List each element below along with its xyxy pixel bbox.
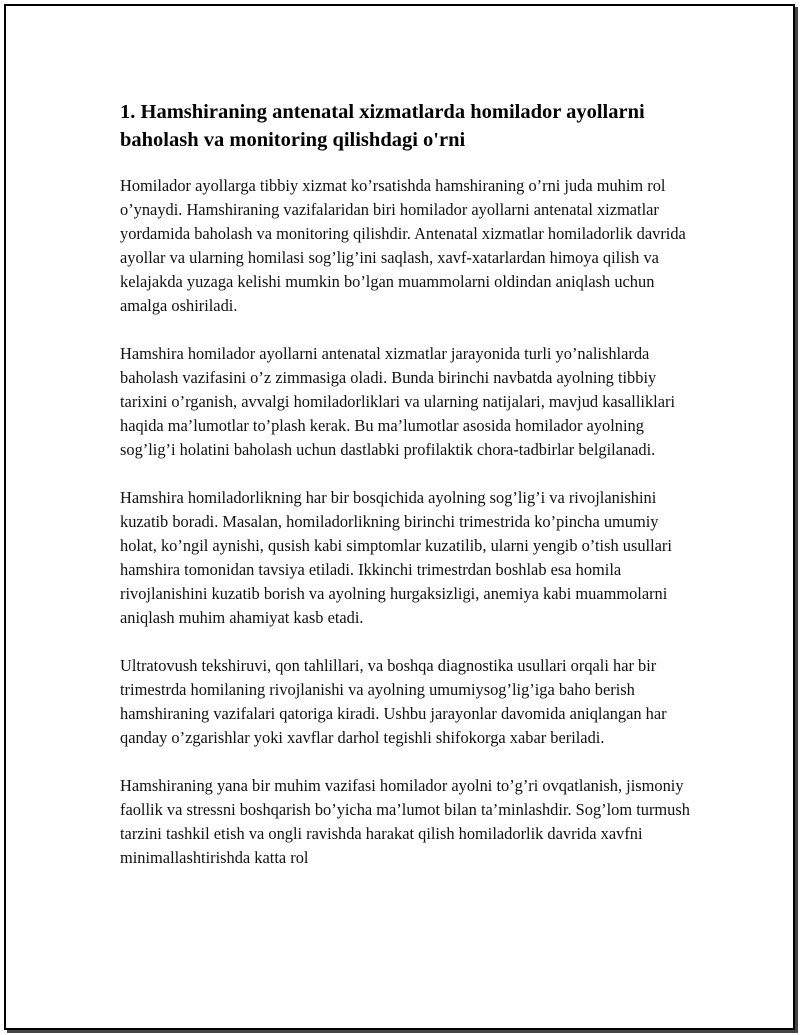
document-page	[4, 4, 795, 1030]
paragraph-1: Homilador ayollarga tibbiy xizmat ko’rsatishda hamshiraning o’rni juda muhim rol o’ynaydi. Hamshiraning vazifalaridan biri homilador ayollarni antenatal xizmatlar yordamida baholash va monitoring qilishdir. Antenatal xizmatlar homiladorlik davrida ayollar va ularning homilasi sog’lig’ini saqlash, xavf-xatarlardan himoya qilish va kelajakda yuzaga kelishi mumkin bo’lgan muammolarni oldindan aniqlash uchun amalga oshiriladi.	[120, 176, 686, 315]
section-heading: 1. Hamshiraning antenatal xizmatlarda homilador ayollarni baholash va monitoring qilishdagi o'rni	[120, 101, 645, 151]
paragraph-5: Hamshiraning yana bir muhim vazifasi homilador ayolni to’g’ri ovqatlanish, jismoniy faollik va stressni boshqarish bo’yicha ma’lumot bilan ta’minlashdir. Sog’lom turmush tarzini tashkil etish va ongli ravishda harakat qilish homiladorlik davrida xavfni minimallashtirishda katta rol	[120, 776, 690, 867]
paragraph-2: Hamshira homilador ayollarni antenatal xizmatlar jarayonida turli yo’nalishlarda baholash vazifasini o’z zimmasiga oladi. Bunda birinchi navbatda ayolning tibbiy tarixini o’rganish, avvalgi homiladorliklari va ularning natijalari, mavjud kasalliklari haqida ma’lumotlar to’plash kerak. Bu ma’lumotlar asosida homilador ayolning sog’lig’i holatini baholash uchun dastlabki profilaktik chora-tadbirlar belgilanadi.	[120, 344, 676, 459]
document-body	[120, 98, 698, 894]
paragraph-4: Ultratovush tekshiruvi, qon tahlillari, va boshqa diagnostika usullari orqali har bir trimestrda homilaning rivojlanishi va ayolning umumiysog’lig’iga baho berish hamshiraning vazifalari qatoriga kiradi. Ushbu jarayonlar davomida aniqlangan har qanday o’zgarishlar yoki xavflar darhol tegishli shifokorga xabar beriladi.	[120, 656, 667, 747]
paragraph-3: Hamshira homiladorlikning har bir bosqichida ayolning sog’lig’i va rivojlanishini kuzatib boradi. Masalan, homiladorlikning birinchi trimestrida ko’pincha umumiy holat, ko’ngil aynishi, qusish kabi simptomlar kuzatilib, ularni yengib o’tish usullari hamshira tomonidan tavsiya etiladi. Ikkinchi trimestrdan boshlab esa homila rivojlanishini kuzatib borish va ayolning hurgaksizligi, anemiya kabi muammolarni aniqlash muhim ahamiyat kasb etadi.	[120, 488, 672, 627]
